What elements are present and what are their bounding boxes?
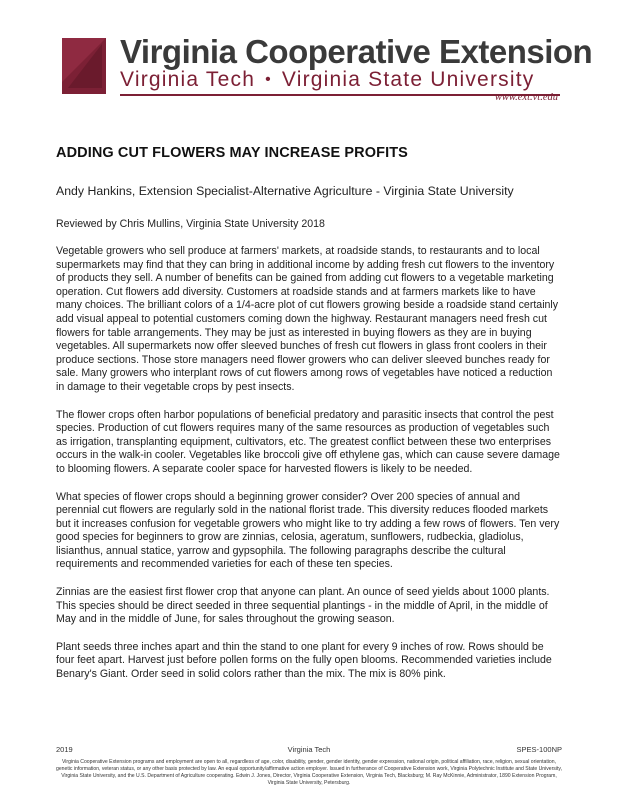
paragraph: Zinnias are the easiest first flower crop that anyone can plant. An ounce of seed yields about 1000 plants. This species should be direct seeded in three sequential plantings - in the middle of April, in the middle of May and in the middle of June, for sales throughout the growing season. <box>56 586 550 626</box>
univ-separator: • <box>265 71 272 88</box>
reviewed-line: Reviewed by Chris Mullins, Virginia State University 2018 <box>56 218 325 230</box>
paragraph: The flower crops often harbor populations of beneficial predatory and parasitic insects that control the pest species. Production of cut flowers requires many of the same resources as production of vegetables such as irrigation, transplanting equipment, cultivators, etc. The greatest conflict between these two enterprises occurs in the walk-in cooler. Vegetables like broccoli give off ethylene gas, which can cause severe damage to blooming flowers. A separate cooler space for harvested flowers is likely to be needed. <box>56 408 560 475</box>
footer-center: Virginia Tech <box>287 745 331 754</box>
page-header <box>62 32 593 107</box>
univ-left: Virginia Tech <box>120 68 256 91</box>
univ-right: Virginia State University <box>281 68 535 91</box>
article-body <box>56 145 562 696</box>
paragraph: Plant seeds three inches apart and thin the stand to one plant for every 9 inches of row. Rows should be four feet apart. Harvest just before pollen forms on the fully open blooms. Recommended varieties include Benary's Giant. Order seed in solid colors rather than the mix. The mix is 80% pink. <box>56 640 552 681</box>
footer-row <box>56 745 562 757</box>
org-title: Virginia Cooperative Extension <box>120 33 593 70</box>
university-line <box>120 68 560 92</box>
author-line: Andy Hankins, Extension Specialist-Alternative Agriculture - Virginia State University <box>56 184 514 198</box>
vce-logo-icon <box>62 38 106 94</box>
publication-code: SPES-100NP <box>516 745 562 754</box>
paragraph: What species of flower crops should a beginning grower consider? Over 200 species of annual and perennial cut flowers are regularly sold in the national florist trade. This diversity reduces flooded markets but it increases confusion for vegetable growers who might like to try adding a few rows of flowers. Ten very good species for beginners to grow are zinnias, celosia, ageratum, sunflowers, rudbeckia, gladiolus, lisianthus, annual statice, yarrow and gypsophila. The following paragraphs describe the cultural requirements and recommended varieties for each of these ten species. <box>56 490 560 571</box>
page-footer <box>56 745 562 787</box>
article-title: ADDING CUT FLOWERS MAY INCREASE PROFITS <box>56 145 408 161</box>
website-link[interactable]: www.ext.vt.edu <box>494 92 558 103</box>
footer-year: 2019 <box>56 745 73 754</box>
paragraph: Vegetable growers who sell produce at farmers' markets, at roadside stands, to restaurants and to local supermarkets may find that they can bring in additional income by adding fresh cut flowers to the inventory of products they sell. A number of benefits can be gained from adding cut flowers to a vegetable marketing operation. Cut flowers add diversity. Customers at roadside stands and at farmers markets like to have many choices. The brilliant colors of a 1/4-acre plot of cut flowers growing beside a roadside stand certainly add visual appeal to potential customers coming down the highway. Restaurant managers need fresh cut flowers for table arrangements. They may be just as interested in buying flowers as they are in buying vegetables. All supermarkets now offer sleeved bunches of fresh cut flowers in glass front coolers in their produce sections. Those store managers need flower growers who can deliver sleeved bunches ready for sale. Many growers who interplant rows of cut flowers among rows of vegetables have noticed a reduction in damage to their vegetable crops by pest insects. <box>56 245 559 393</box>
footer-disclaimer: Virginia Cooperative Extension programs and employment are open to all, regardless of age, color, disability, gender, gender identity, gender expression, national origin, political affiliation, race, religion, sexual orientation, genetic information, veteran status, or any other basis protected by law. An equal opportunity/affirmative action employer. Issued in furtherance of Cooperative Extension work, Virginia Polytechnic Institute and State University, Virginia State University, and the U.S. Department of Agriculture cooperating. Edwin J. Jones, Director, Virginia Cooperative Extension, Virginia Tech, Blacksburg; M. Ray McKinnie, Administrator, 1890 Extension Program, Virginia State University, Petersburg. <box>56 759 562 786</box>
